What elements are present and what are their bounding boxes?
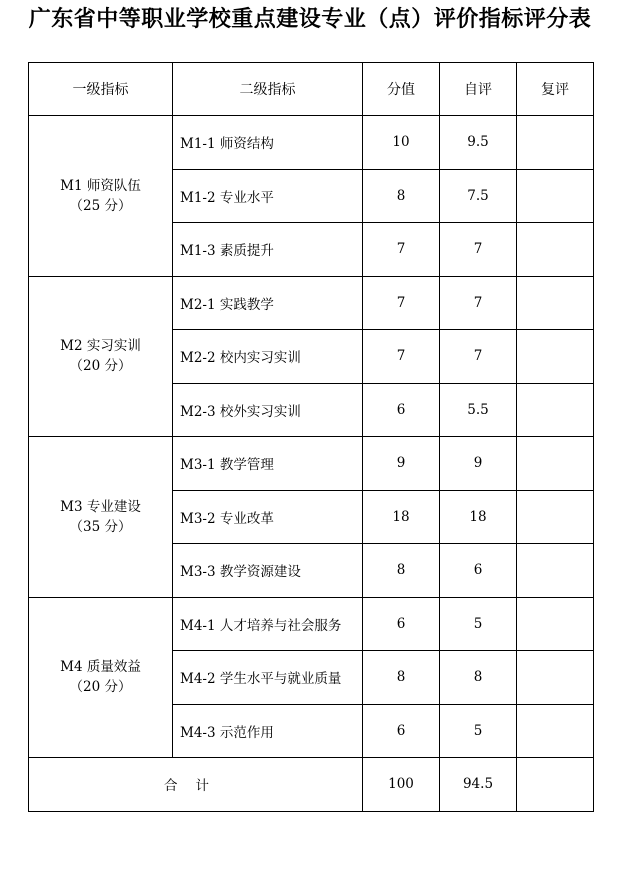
re-eval-cell [517, 330, 594, 384]
score-cell: 6 [363, 704, 440, 758]
level2-indicator-cell: M4-2 学生水平与就业质量 [173, 651, 363, 705]
level2-indicator-cell: M1-3 素质提升 [173, 223, 363, 277]
score-cell: 10 [363, 116, 440, 170]
header-self-eval: 自评 [440, 63, 517, 116]
evaluation-table [28, 62, 594, 812]
re-eval-cell [517, 223, 594, 277]
re-eval-cell [517, 704, 594, 758]
self-eval-cell: 9 [440, 437, 517, 491]
header-level2: 二级指标 [173, 63, 363, 116]
re-eval-cell [517, 169, 594, 223]
re-eval-cell [517, 651, 594, 705]
score-cell: 7 [363, 330, 440, 384]
table-row [29, 276, 594, 330]
level1-indicator-name: M2 实习实训 [60, 338, 141, 355]
level1-indicator-cell [29, 597, 173, 758]
self-eval-cell: 5 [440, 597, 517, 651]
total-label: 合计 [29, 758, 363, 812]
table-row [29, 597, 594, 651]
self-eval-cell: 8 [440, 651, 517, 705]
level2-indicator-cell: M1-2 专业水平 [173, 169, 363, 223]
header-level1: 一级指标 [29, 63, 173, 116]
score-cell: 18 [363, 490, 440, 544]
score-cell: 6 [363, 597, 440, 651]
table-row [29, 437, 594, 491]
level1-indicator-cell [29, 116, 173, 277]
score-cell: 8 [363, 651, 440, 705]
level2-indicator-cell: M1-1 师资结构 [173, 116, 363, 170]
level1-indicator-points: （35 分） [69, 518, 132, 535]
level1-indicator-name: M1 师资队伍 [60, 177, 141, 194]
level2-indicator-cell: M4-3 示范作用 [173, 704, 363, 758]
total-re-eval [517, 758, 594, 812]
score-cell: 6 [363, 383, 440, 437]
level2-indicator-cell: M3-2 专业改革 [173, 490, 363, 544]
table-header-row [29, 63, 594, 116]
level2-indicator-cell: M2-3 校外实习实训 [173, 383, 363, 437]
re-eval-cell [517, 544, 594, 598]
re-eval-cell [517, 490, 594, 544]
header-score: 分值 [363, 63, 440, 116]
level1-indicator-cell [29, 437, 173, 598]
total-self-eval: 94.5 [440, 758, 517, 812]
score-cell: 7 [363, 276, 440, 330]
score-cell: 7 [363, 223, 440, 277]
self-eval-cell: 7 [440, 223, 517, 277]
total-score: 100 [363, 758, 440, 812]
level1-indicator-points: （20 分） [69, 358, 132, 375]
self-eval-cell: 6 [440, 544, 517, 598]
score-cell: 8 [363, 169, 440, 223]
level2-indicator-cell: M4-1 人才培养与社会服务 [173, 597, 363, 651]
level1-indicator-points: （20 分） [69, 679, 132, 696]
self-eval-cell: 5 [440, 704, 517, 758]
level2-indicator-cell: M2-2 校内实习实训 [173, 330, 363, 384]
table-row [29, 116, 594, 170]
header-re-eval: 复评 [517, 63, 594, 116]
level2-indicator-cell: M3-3 教学资源建设 [173, 544, 363, 598]
total-row [29, 758, 594, 812]
re-eval-cell [517, 597, 594, 651]
re-eval-cell [517, 383, 594, 437]
level1-indicator-name: M4 质量效益 [60, 659, 141, 676]
level2-indicator-cell: M2-1 实践教学 [173, 276, 363, 330]
re-eval-cell [517, 276, 594, 330]
level1-indicator-points: （25 分） [69, 197, 132, 214]
self-eval-cell: 7 [440, 330, 517, 384]
self-eval-cell: 7 [440, 276, 517, 330]
re-eval-cell [517, 437, 594, 491]
page-title: 广东省中等职业学校重点建设专业（点）评价指标评分表 [28, 7, 592, 32]
re-eval-cell [517, 116, 594, 170]
score-cell: 9 [363, 437, 440, 491]
self-eval-cell: 18 [440, 490, 517, 544]
self-eval-cell: 7.5 [440, 169, 517, 223]
level1-indicator-cell [29, 276, 173, 437]
self-eval-cell: 9.5 [440, 116, 517, 170]
self-eval-cell: 5.5 [440, 383, 517, 437]
level1-indicator-name: M3 专业建设 [60, 498, 141, 515]
level2-indicator-cell: M3-1 教学管理 [173, 437, 363, 491]
score-cell: 8 [363, 544, 440, 598]
